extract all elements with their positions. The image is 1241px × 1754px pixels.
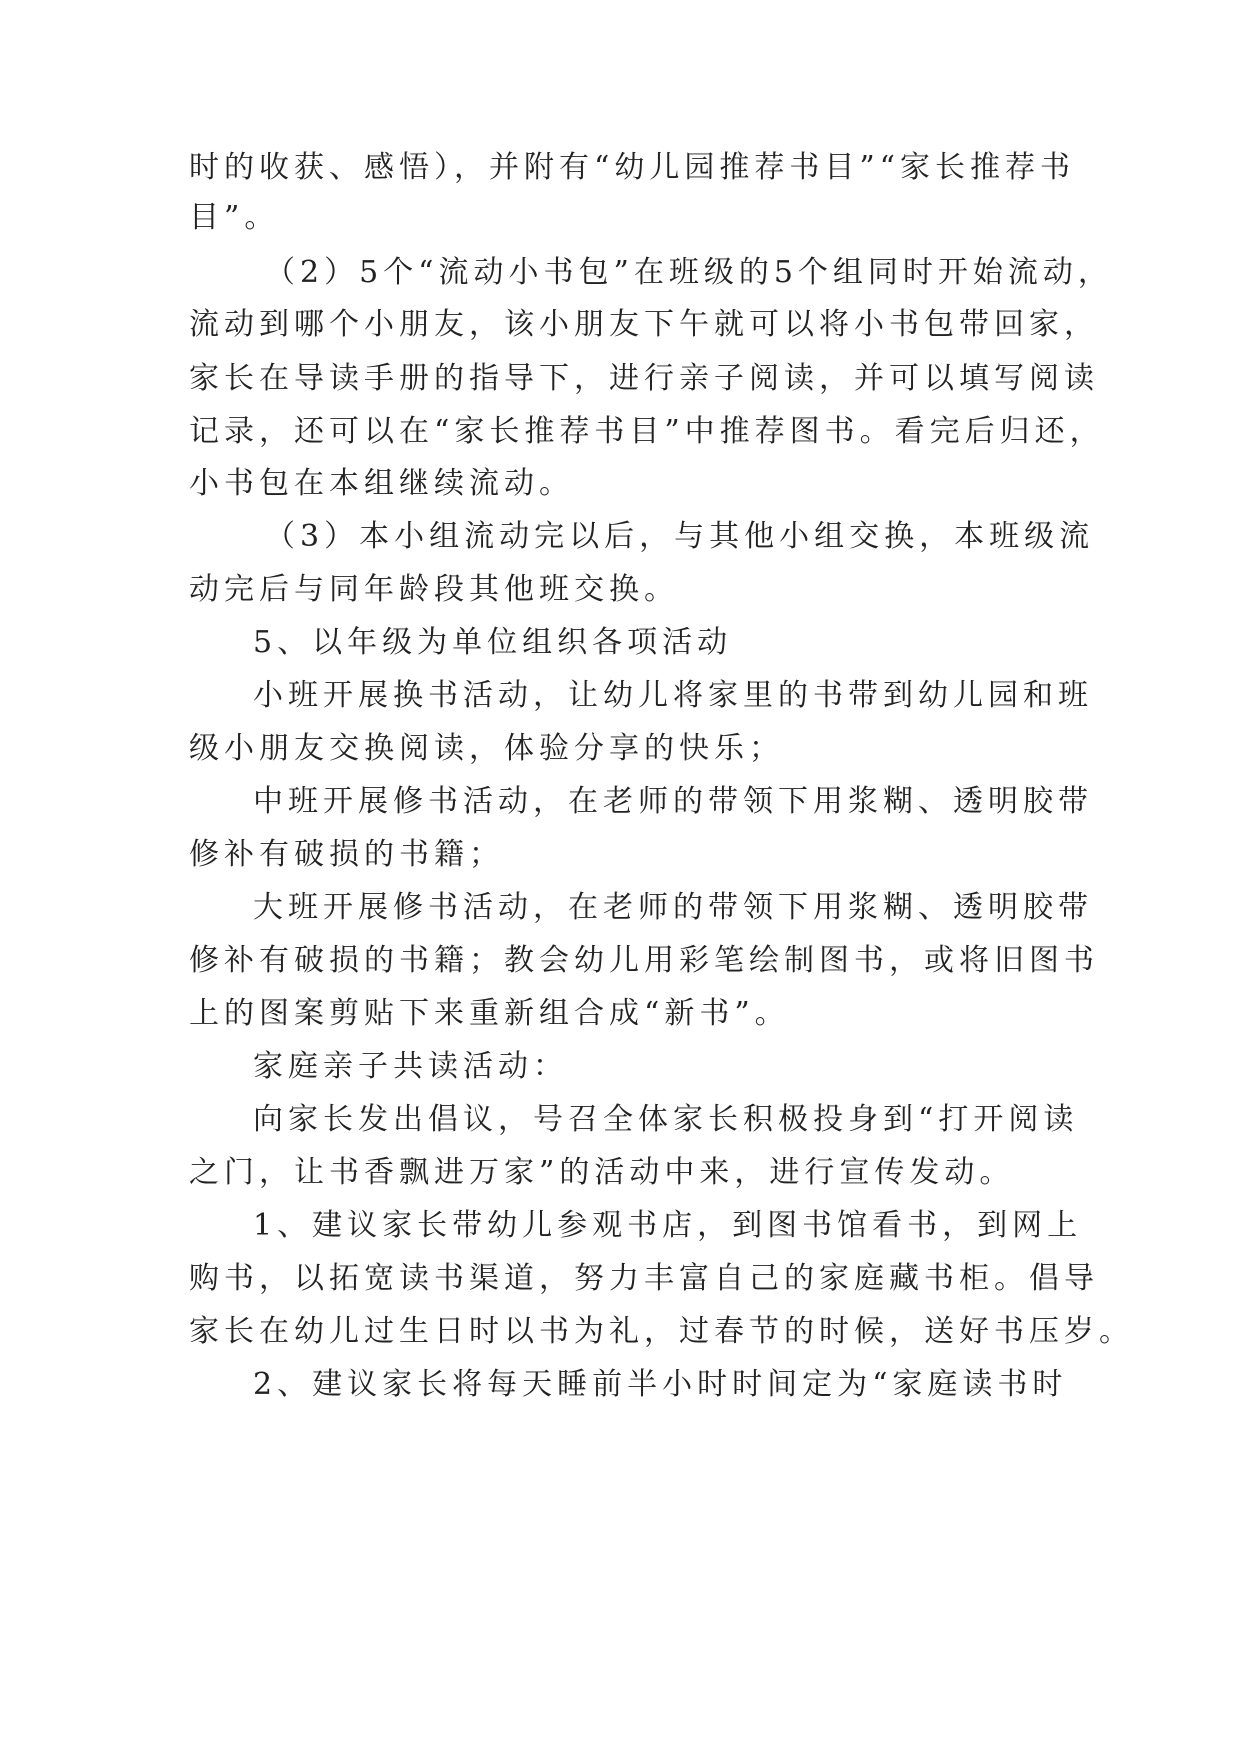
text-line: 修补有破损的书籍；教会幼儿用彩笔绘制图书，或将旧图书 [189, 943, 1099, 978]
text-line: 小书包在本组继续流动。 [189, 466, 574, 501]
text-line: 家长在幼儿过生日时以书为礼，过春节的时候，送好书压岁。 [189, 1314, 1134, 1349]
text-line: 目”。 [189, 200, 280, 235]
text-line: 1、建议家长带幼儿参观书店，到图书馆看书，到网上 [253, 1208, 1083, 1243]
text-line: 大班开展修书活动，在老师的带领下用浆糊、透明胶带 [253, 890, 1093, 925]
text-line: （2）5个“流动小书包”在班级的5个组同时开始流动， [265, 255, 1113, 290]
text-line: 记录，还可以在“家长推荐书目”中推荐图书。看完后归还， [189, 414, 1105, 449]
text-line: 2、建议家长将每天睡前半小时时间定为“家庭读书时 [253, 1367, 1068, 1402]
text-line: 向家长发出倡议，号召全体家长积极投身到“打开阅读 [253, 1102, 1079, 1137]
text-line: 之门，让书香飘进万家”的活动中来，进行宣传发动。 [189, 1155, 1015, 1190]
text-line: 修补有破损的书籍； [189, 837, 504, 872]
text-line: 动完后与同年龄段其他班交换。 [189, 572, 679, 607]
section-heading: 5、以年级为单位组织各项活动 [253, 625, 733, 660]
section-heading: 家庭亲子共读活动： [253, 1049, 568, 1084]
text-line: （3）本小组流动完以后，与其他小组交换，本班级流 [265, 519, 1095, 554]
text-line: 时的收获、感悟），并附有“幼儿园推荐书目”“家长推荐书 [189, 150, 1076, 185]
text-line: 流动到哪个小朋友，该小朋友下午就可以将小书包带回家， [189, 307, 1099, 342]
text-line: 中班开展修书活动，在老师的带领下用浆糊、透明胶带 [253, 784, 1093, 819]
text-line: 购书，以拓宽读书渠道，努力丰富自己的家庭藏书柜。倡导 [189, 1261, 1099, 1296]
text-line: 家长在导读手册的指导下，进行亲子阅读，并可以填写阅读 [189, 361, 1099, 396]
text-line: 上的图案剪贴下来重新组合成“新书”。 [189, 996, 790, 1031]
text-line: 级小朋友交换阅读，体验分享的快乐； [189, 731, 784, 766]
text-line: 小班开展换书活动，让幼儿将家里的书带到幼儿园和班 [253, 678, 1093, 713]
